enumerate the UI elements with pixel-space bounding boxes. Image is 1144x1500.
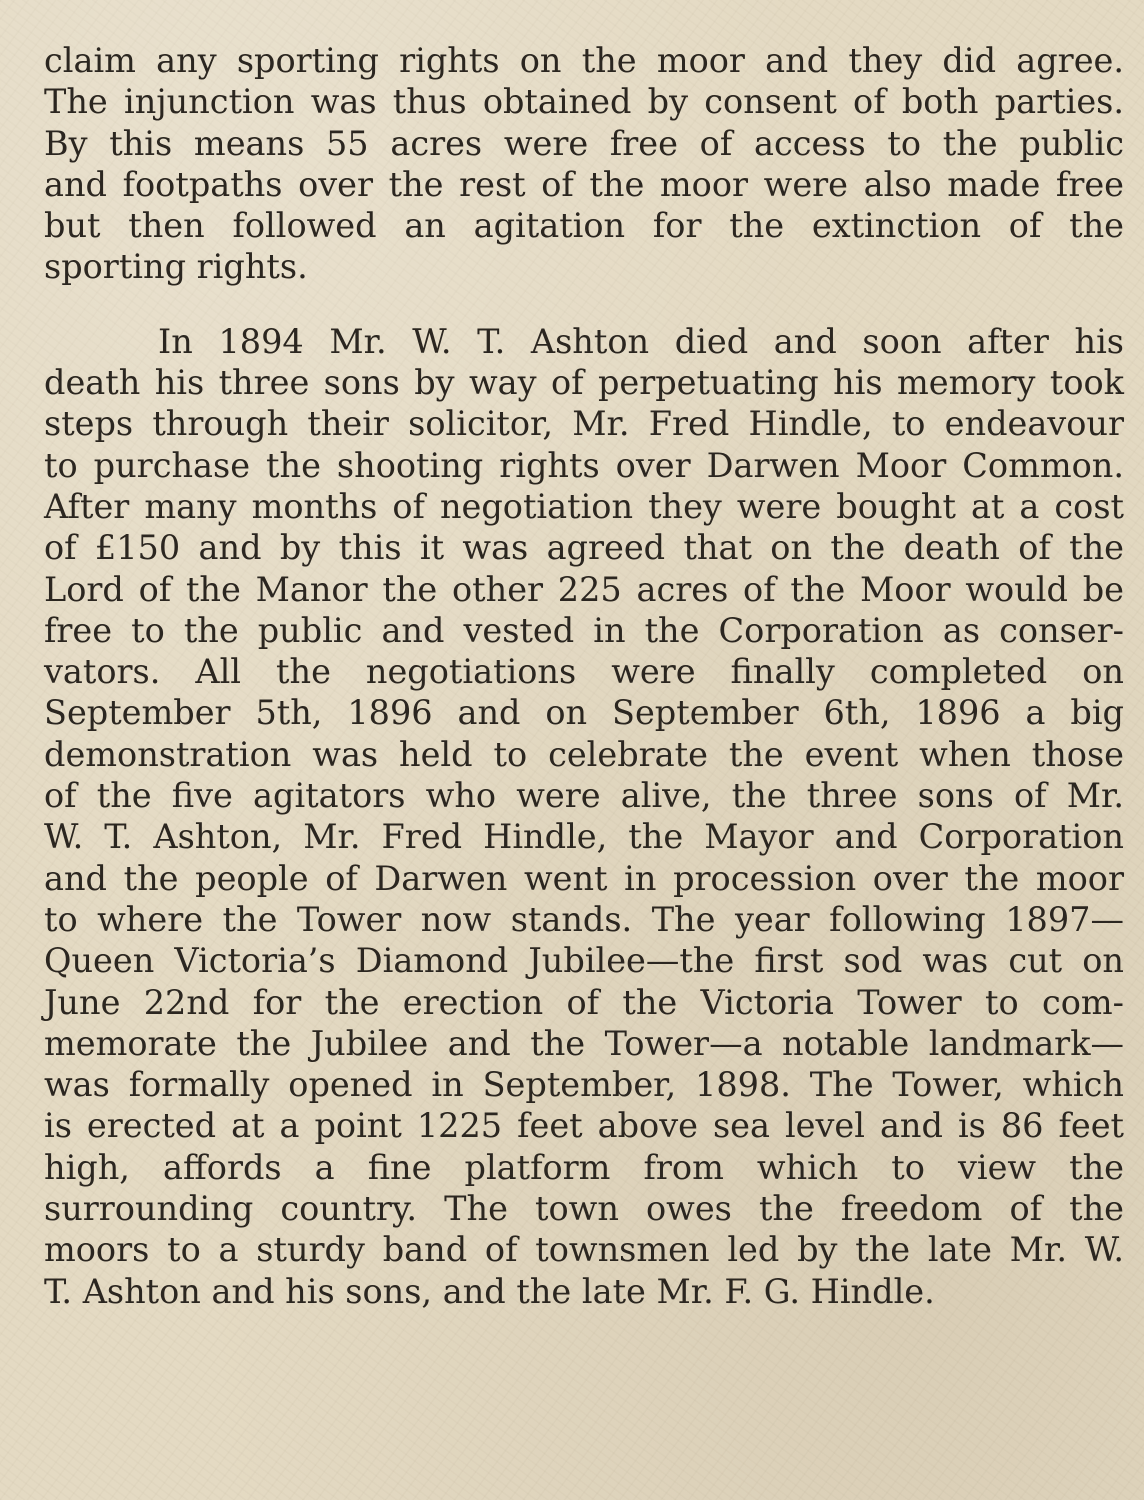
text-line: to purchase the shooting rights over Darwen Moor Common. [44, 445, 1124, 485]
text-line: and footpaths over the rest of the moor were also made free [44, 164, 1124, 204]
body-text [44, 40, 1124, 1312]
text-line: After many months of negotiation they were bought at a cost [44, 486, 1124, 526]
text-line: death his three sons by way of perpetuating his memory took [44, 363, 1124, 403]
text-line: Queen Victoria’s Diamond Jubilee—the first sod was cut on [44, 941, 1124, 981]
text-line: claim any sporting rights on the moor and they did agree. [44, 41, 1124, 80]
text-line: and the people of Darwen went in procession over the moor [44, 858, 1124, 898]
text-line: surrounding country. The town owes the freedom of the [44, 1189, 1124, 1229]
text-line: to where the Tower now stands. The year following 1897— [44, 899, 1124, 939]
paragraph-gap [44, 288, 1124, 321]
text-line: but then followed an agitation for the extinction of the [44, 206, 1124, 246]
text-line: of £150 and by this it was agreed that on the death of the [44, 528, 1124, 568]
text-line: memorate the Jubilee and the Tower—a notable landmark— [44, 1023, 1124, 1063]
text-line: was formally opened in September, 1898. The Tower, which [44, 1065, 1124, 1105]
text-line: By this means 55 acres were free of access to the public [44, 123, 1124, 163]
text-line: steps through their solicitor, Mr. Fred Hindle, to endeavour [44, 404, 1124, 444]
text-line: June 22nd for the erection of the Victoria Tower to com- [44, 982, 1124, 1022]
text-line: The injunction was thus obtained by consent of both parties. [44, 82, 1124, 122]
text-line: sporting rights. [44, 247, 308, 287]
text-line: In 1894 Mr. W. T. Ashton died and soon after his [158, 321, 1124, 361]
paragraph-1 [44, 40, 1124, 288]
text-line: Lord of the Manor the other 225 acres of the Moor would be [44, 569, 1124, 609]
text-line: vators. All the negotiations were finally completed on [44, 652, 1124, 692]
text-line: moors to a sturdy band of townsmen led by the late Mr. W. [44, 1230, 1124, 1270]
paragraph-2 [44, 321, 1124, 1312]
text-line: is erected at a point 1225 feet above sea level and is 86 feet [44, 1106, 1124, 1146]
text-line: free to the public and vested in the Corporation as conser- [44, 610, 1124, 650]
text-line: T. Ashton and his sons, and the late Mr. F. G. Hindle. [44, 1271, 935, 1311]
text-line: high, affords a fine platform from which to view the [44, 1147, 1124, 1187]
text-line: demonstration was held to celebrate the event when those [44, 734, 1124, 774]
text-line: of the five agitators who were alive, the three sons of Mr. [44, 776, 1124, 816]
text-line: W. T. Ashton, Mr. Fred Hindle, the Mayor and Corporation [44, 817, 1124, 857]
text-line: September 5th, 1896 and on September 6th, 1896 a big [44, 693, 1124, 733]
